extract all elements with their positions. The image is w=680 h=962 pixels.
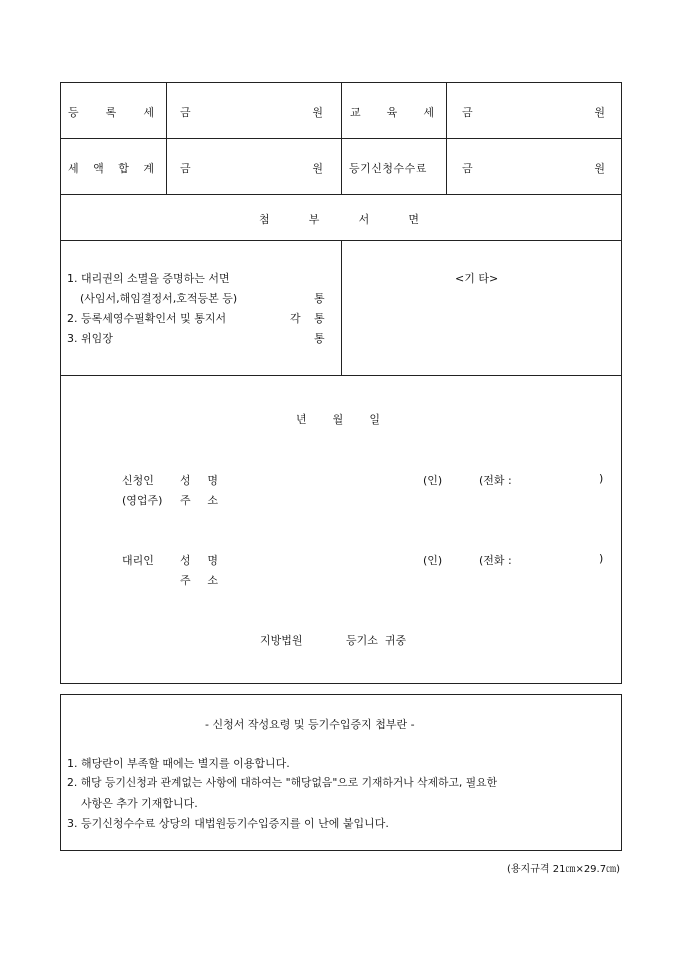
col-divider-c — [446, 82, 447, 194]
applicant-sub-label: (영업주) — [122, 494, 163, 507]
registration-fee-amount-field[interactable]: 금 원 — [462, 162, 605, 175]
agent-phone-close: ) — [599, 552, 604, 565]
instruction-line-1: 1. 해당란이 부족할 때에는 별지를 이용합니다. — [67, 757, 290, 770]
attachment-item-2-unit: 통 — [314, 312, 325, 325]
education-tax-amount-field[interactable]: 금 원 — [462, 106, 605, 119]
date-line[interactable]: 년 월 일 — [296, 413, 380, 426]
applicant-phone-close: ) — [599, 472, 604, 485]
attachment-item-3-unit: 통 — [314, 332, 325, 345]
attachment-item-1-unit: 통 — [314, 292, 325, 305]
col-divider-attach — [341, 240, 342, 375]
applicant-label: 신청인 — [122, 474, 154, 487]
tax-total-label: 세 액 합 계 — [68, 162, 154, 175]
attachment-item-2-each: 각 — [290, 312, 301, 325]
paper-size-note: (용지규격 21㎝×29.7㎝) — [507, 864, 620, 875]
tax-total-amount-field[interactable]: 금 원 — [180, 162, 323, 175]
instruction-line-2: 2. 해당 등기신청과 관계없는 사항에 대하여는 "해당없음"으로 기재하거나 삭제하고, 필요한 — [67, 776, 498, 789]
agent-phone-label: (전화 : — [479, 554, 512, 567]
agent-name-label: 성 명 — [180, 554, 218, 567]
applicant-name-label: 성 명 — [180, 474, 218, 487]
agent-seal[interactable]: (인) — [423, 554, 443, 567]
registry-office-label: 등기소 귀중 — [346, 634, 407, 647]
education-tax-label: 교 육 세 — [350, 106, 434, 119]
agent-address-label: 주 소 — [180, 574, 218, 587]
attachments-header: 첨 부 서 면 — [259, 213, 419, 226]
instruction-line-2-cont: 사항은 추가 기재합니다. — [81, 797, 198, 810]
col-divider-a — [166, 82, 167, 194]
registration-tax-label: 등 록 세 — [68, 106, 154, 119]
row-divider-4 — [60, 375, 622, 376]
attachment-item-3: 3. 위임장 — [67, 332, 113, 345]
instruction-line-3: 3. 등기신청수수료 상당의 대법원등기수입증지를 이 난에 붙입니다. — [67, 817, 389, 830]
registration-fee-label: 등기신청수수료 — [349, 162, 427, 175]
applicant-seal[interactable]: (인) — [423, 474, 443, 487]
col-divider-b — [341, 82, 342, 194]
row-divider-2 — [60, 194, 622, 195]
registration-tax-amount-field[interactable]: 금 원 — [180, 106, 323, 119]
agent-label: 대리인 — [122, 554, 154, 567]
attachment-item-1: 1. 대리권의 소멸을 증명하는 서면 — [67, 272, 230, 285]
instructions-title: - 신청서 작성요령 및 등기수입증지 첩부란 - — [205, 718, 415, 731]
applicant-phone-label: (전화 : — [479, 474, 512, 487]
applicant-address-label: 주 소 — [180, 494, 218, 507]
attachment-item-2: 2. 등록세영수필확인서 및 통지서 — [67, 312, 227, 325]
attachment-other-label: <기 타> — [455, 272, 499, 285]
attachment-item-1-detail: (사임서,해임결정서,호적등본 등) — [80, 292, 238, 305]
district-court-label: 지방법원 — [260, 634, 303, 647]
